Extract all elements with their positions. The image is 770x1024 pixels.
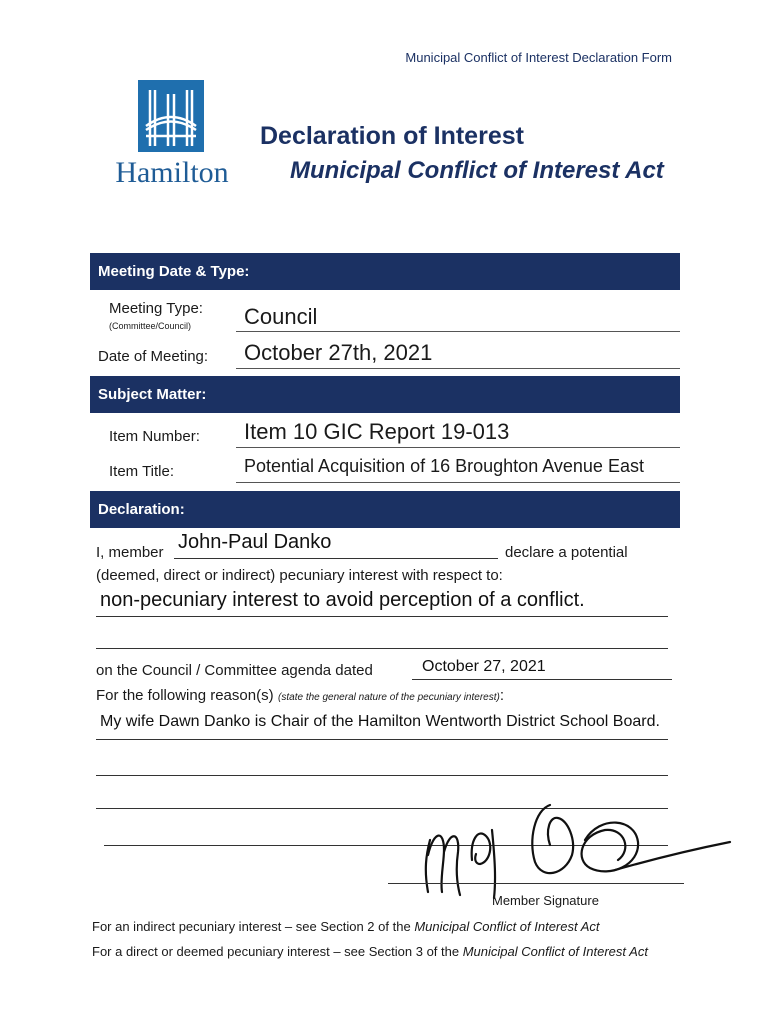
interest-text-field[interactable]: non-pecuniary interest to avoid perception of a conflict. — [100, 589, 585, 611]
meeting-type-label: Meeting Type: — [109, 300, 203, 317]
reason-line-2 — [96, 775, 668, 776]
declaration-suffix: declare a potential — [505, 544, 628, 561]
hamilton-logo-emblem-icon — [138, 80, 204, 152]
signature-underline — [388, 883, 684, 884]
agenda-date-underline — [412, 679, 672, 680]
interest-line-1 — [96, 616, 668, 617]
section-declaration-header: Declaration: — [90, 491, 680, 528]
signature-scribble-icon — [400, 800, 740, 900]
signature-label: Member Signature — [492, 893, 599, 908]
document-title: Declaration of Interest — [260, 122, 524, 150]
member-name-field[interactable]: John-Paul Danko — [178, 531, 332, 553]
footer-line-2 — [92, 944, 648, 959]
section-subject-header: Subject Matter: — [90, 376, 680, 413]
footer-line-1 — [92, 919, 600, 934]
declaration-prefix: I, member — [96, 544, 164, 561]
reason-prefix: For the following reason(s) — [96, 687, 274, 704]
document-subtitle: Municipal Conflict of Interest Act — [290, 157, 664, 184]
reason-text-field[interactable]: My wife Dawn Danko is Chair of the Hamilton Wentworth District School Board. — [100, 713, 660, 730]
footer-line-1-text: For an indirect pecuniary interest – see Section 2 of the — [92, 919, 411, 934]
item-number-label: Item Number: — [109, 428, 200, 445]
item-title-field[interactable]: Potential Acquisition of 16 Broughton Avenue East — [244, 456, 644, 476]
agenda-date-field[interactable]: October 27, 2021 — [422, 658, 546, 675]
footer-line-1-act: Municipal Conflict of Interest Act — [414, 919, 600, 934]
item-number-underline — [236, 447, 680, 448]
reason-line — [96, 687, 504, 705]
section-meeting-header: Meeting Date & Type: — [90, 253, 680, 290]
meeting-type-sublabel: (Committee/Council) — [109, 321, 192, 331]
interest-line-2 — [96, 648, 668, 649]
hamilton-wordmark: Hamilton — [115, 156, 229, 189]
item-title-underline — [236, 482, 680, 483]
form-header-title: Municipal Conflict of Interest Declaration Form — [405, 50, 672, 65]
item-title-label: Item Title: — [109, 463, 175, 480]
meeting-type-underline — [236, 331, 680, 332]
hamilton-logo — [102, 80, 242, 195]
reason-line-1 — [96, 739, 668, 740]
agenda-prefix: on the Council / Committee agenda dated — [96, 662, 373, 679]
footer-line-2-text: For a direct or deemed pecuniary interest – see Section 3 of the — [92, 944, 460, 959]
meeting-type-field[interactable]: Council — [244, 304, 318, 329]
reason-colon: : — [499, 687, 504, 704]
member-signature-field[interactable] — [400, 800, 740, 900]
meeting-date-underline — [236, 368, 680, 369]
meeting-date-label: Date of Meeting: — [98, 348, 209, 365]
item-number-field[interactable]: Item 10 GIC Report 19-013 — [244, 419, 510, 444]
member-name-underline — [174, 558, 498, 559]
reason-note: (state the general nature of the pecuniary interest) — [278, 692, 500, 703]
declaration-line2: (deemed, direct or indirect) pecuniary interest with respect to: — [96, 567, 503, 584]
meeting-date-field[interactable]: October 27th, 2021 — [244, 340, 433, 365]
footer-line-2-act: Municipal Conflict of Interest Act — [462, 944, 648, 959]
